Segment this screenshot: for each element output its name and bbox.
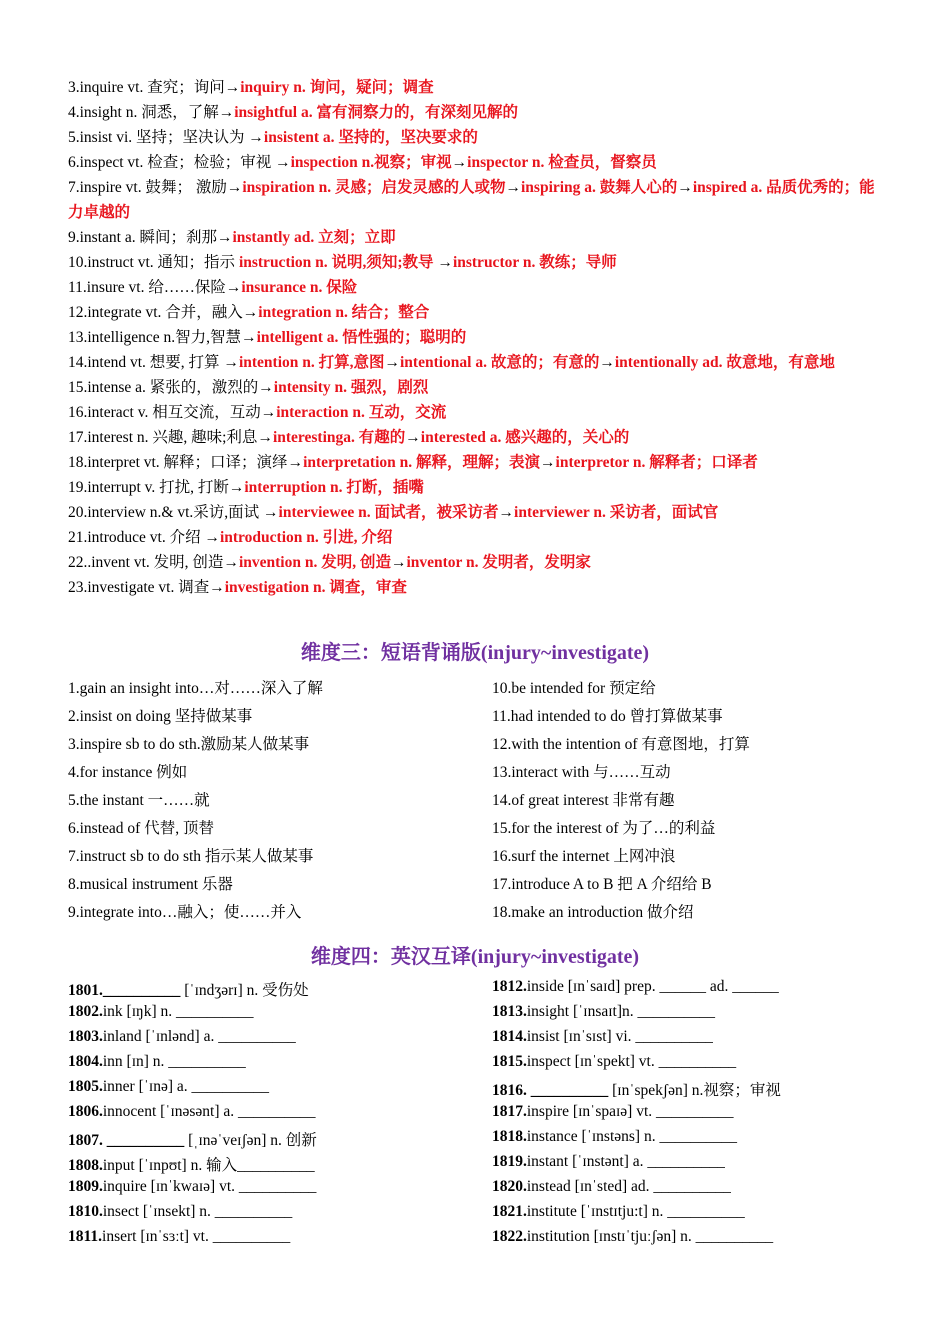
exercise-number: 1809. [68, 1178, 103, 1195]
arrow-icon: → [218, 104, 235, 121]
exercise-item [68, 1128, 492, 1153]
word-entry [68, 425, 883, 450]
exercise-text: inner [ˈɪnə] a. __________ [102, 1078, 270, 1095]
arrow-icon: → [209, 579, 225, 596]
word-entry [68, 525, 883, 550]
phrase-item: 14.of great interest 非常有趣 [492, 792, 675, 809]
exercise-text: ink [ɪŋk] n. __________ [102, 1003, 254, 1020]
exercise-number: 1808. [68, 1157, 103, 1174]
arrow-icon: → [258, 379, 274, 396]
phrase-item: 8.musical instrument 乐器 [68, 876, 233, 893]
exercise-number: 1821. [492, 1203, 527, 1220]
exercise-text: instead [ɪnˈsted] ad. __________ [526, 1178, 731, 1195]
phrase-item: 7.instruct sb to do sth 指示某人做某事 [68, 848, 314, 865]
arrow-icon: → [242, 304, 259, 321]
exercise-text: inside [ɪnˈsaɪd] prep. ______ ad. ______ [526, 978, 779, 995]
exercise-item [492, 1053, 898, 1078]
arrow-icon: → [405, 429, 421, 446]
headword: 11.insure vt. 给……保险 [68, 279, 226, 296]
exercise-item [492, 1128, 898, 1153]
exercise-text: [ˈɪndʒərɪ] n. 受伤处 [180, 982, 309, 999]
exercise-number: 1818. [492, 1128, 527, 1145]
word-entry [68, 400, 883, 425]
exercise-number: 1812. [492, 978, 527, 995]
arrow-icon: → [384, 354, 400, 371]
answer-blank: __________ [102, 1132, 185, 1149]
arrow-icon: → [498, 504, 515, 521]
arrow-icon: → [257, 429, 273, 446]
answer-blank: __________ [526, 1082, 609, 1099]
phrase-item: 13.interact with 与……互动 [492, 764, 671, 781]
exercise-text: inquire [ɪnˈkwaɪə] vt. __________ [102, 1178, 317, 1195]
headword: 13.intelligence n.智力,智慧 [68, 329, 242, 346]
headword: 9.instant a. 瞬间；刹那 [68, 229, 217, 246]
phrase-item: 15.for the interest of 为了…的利益 [492, 820, 716, 837]
exercise-item [68, 1228, 492, 1253]
exercise-text: inn [ɪn] n. __________ [102, 1053, 246, 1070]
exercise-text: inland [ˈɪnlənd] a. __________ [102, 1028, 296, 1045]
word-entry [68, 450, 883, 475]
derived-word: inspired a. 品质优秀的；能力卓越的 [68, 179, 875, 221]
word-entry [68, 175, 883, 225]
derived-word: inventor n. 发明者，发明家 [406, 554, 591, 571]
derived-word: interviewer n. 采访者，面试官 [514, 504, 719, 521]
exercise-text: insect [ˈɪnsekt] n. __________ [102, 1203, 293, 1220]
derived-word: interruption n. 打断，插嘴 [244, 479, 424, 496]
derived-word: intentional a. 故意的；有意的 [400, 354, 600, 371]
exercise-number: 1815. [492, 1053, 527, 1070]
exercise-text: inspect [ɪnˈspekt] vt. __________ [526, 1053, 737, 1070]
headword: 16.interact v. 相互交流，互动 [68, 404, 261, 421]
derived-word: integration n. 结合；整合 [258, 304, 430, 321]
derived-word: instructor n. 教练；导师 [452, 254, 617, 271]
headword: 21.introduce vt. 介绍 [68, 529, 205, 546]
phrase-item: 9.integrate into…融入；使……并入 [68, 904, 302, 921]
exercise-item [492, 1153, 898, 1178]
word-entry [68, 275, 883, 300]
headword: 19.interrupt v. 打扰, 打断 [68, 479, 229, 496]
exercise-text: institution [ɪnstɪˈtjuːʃən] n. __________ [526, 1228, 774, 1245]
headword: 22..invent vt. 发明, 创造 [68, 554, 224, 571]
phrase-item: 18.make an introduction 做介绍 [492, 904, 694, 921]
arrow-icon: → [275, 154, 291, 171]
headword: 5.insist vi. 坚持；坚决认为 [68, 129, 249, 146]
derived-word: inquiry n. 询问，疑问；调查 [240, 79, 434, 96]
word-entry [68, 550, 883, 575]
arrow-icon: → [390, 554, 407, 571]
exercise-item [68, 1053, 492, 1078]
headword: 4.insight n. 洞悉，了解 [68, 104, 219, 121]
arrow-icon: → [540, 454, 556, 471]
exercise-number: 1816. [492, 1082, 527, 1099]
derived-word: insurance n. 保险 [241, 279, 358, 296]
headword: 6.inspect vt. 检查；检验；审视 [68, 154, 276, 171]
derived-word: investigation n. 调查，审查 [224, 579, 407, 596]
answer-blank: __________ [102, 982, 181, 999]
exercise-number: 1803. [68, 1028, 103, 1045]
exercise-item [68, 1003, 492, 1028]
exercise-item [68, 978, 492, 1003]
exercise-number: 1813. [492, 1003, 527, 1020]
exercise-item [492, 1028, 898, 1053]
arrow-icon: → [437, 254, 453, 271]
word-entry [68, 350, 883, 375]
arrow-icon: → [505, 179, 521, 196]
derived-word: invention n. 发明, 创造 [238, 554, 391, 571]
exercise-number: 1820. [492, 1178, 527, 1195]
phrase-grid [68, 676, 898, 928]
exercise-text: innocent [ˈɪnəsənt] a. __________ [102, 1103, 316, 1120]
headword: 17.interest n. 兴趣, 趣味;利息 [68, 429, 258, 446]
exercise-item [492, 1203, 898, 1228]
arrow-icon: → [263, 504, 279, 521]
derived-word: intentionally ad. 故意地，有意地 [614, 354, 835, 371]
word-entry [68, 575, 883, 600]
arrow-icon: → [225, 279, 242, 296]
exercise-item [492, 1003, 898, 1028]
derived-word: insightful a. 富有洞察力的，有深刻见解的 [234, 104, 518, 121]
arrow-icon: → [287, 454, 304, 471]
arrow-icon: → [216, 229, 233, 246]
exercise-item [492, 1228, 898, 1253]
phrase-item: 6.instead of 代替, 顶替 [68, 820, 214, 837]
exercise-item [68, 1103, 492, 1128]
exercise-item [68, 1153, 492, 1178]
headword: 10.instruct vt. 通知；指示 [68, 254, 239, 271]
arrow-icon: → [677, 179, 693, 196]
exercise-text: instance [ˈɪnstəns] n. __________ [526, 1128, 737, 1145]
exercise-item [68, 1178, 492, 1203]
exercise-text: insight [ˈɪnsaɪt]n. __________ [526, 1003, 716, 1020]
exercise-number: 1814. [492, 1028, 527, 1045]
derived-word: interested a. 感兴趣的，关心的 [420, 429, 630, 446]
derived-word: inspiring a. 鼓舞人心的 [520, 179, 678, 196]
exercise-text: insist [ɪnˈsɪst] vi. __________ [526, 1028, 713, 1045]
exercise-text: [ɪnˈspekʃən] n.视察；审视 [608, 1082, 781, 1099]
exercise-text: institute [ˈɪnstɪtju:t] n. __________ [526, 1203, 745, 1220]
exercise-item [492, 1178, 898, 1203]
arrow-icon: → [204, 529, 220, 546]
exercise-number: 1806. [68, 1103, 103, 1120]
exercise-number: 1807. [68, 1132, 103, 1149]
derived-word: interpretation n. 解释，理解；表演 [303, 454, 541, 471]
phrase-item: 10.be intended for 预定给 [492, 680, 656, 697]
phrase-item: 3.inspire sb to do sth.激励某人做某事 [68, 736, 310, 753]
exercise-text: input [ˈɪnpʊt] n. 输入__________ [102, 1157, 315, 1174]
derived-word: instantly ad. 立刻；立即 [232, 229, 396, 246]
phrase-item: 17.introduce A to B 把 A 介绍给 B [492, 876, 712, 893]
section-heading-phrases: 维度三：短语背诵版(injury~investigate) [300, 642, 650, 664]
phrase-item: 5.the instant 一……就 [68, 792, 210, 809]
exercise-item [68, 1028, 492, 1053]
derived-word: inspector n. 检查员，督察员 [467, 154, 657, 171]
exercise-text: [ˌɪnəˈveɪʃən] n. 创新 [184, 1132, 317, 1149]
translation-exercise-grid [68, 978, 898, 1253]
exercise-text: instant [ˈɪnstənt] a. __________ [526, 1153, 725, 1170]
word-entry [68, 250, 883, 275]
phrase-item: 4.for instance 例如 [68, 764, 188, 781]
word-entry [68, 500, 883, 525]
exercise-text: insert [ɪnˈsɜːt] vt. __________ [102, 1228, 291, 1245]
exercise-item [492, 1103, 898, 1128]
derived-word: instruction n. 说明,须知;教导 [238, 254, 438, 271]
phrase-item: 12.with the intention of 有意图地，打算 [492, 736, 750, 753]
word-entry [68, 225, 883, 250]
word-entry [68, 125, 883, 150]
exercise-number: 1811. [68, 1228, 103, 1245]
exercise-number: 1817. [492, 1103, 527, 1120]
exercise-item [492, 978, 898, 1003]
word-entry [68, 75, 883, 100]
exercise-number: 1805. [68, 1078, 103, 1095]
section-heading-translation: 维度四：英汉互译(injury~investigate) [310, 946, 640, 968]
headword: 3.inquire vt. 查究；询问 [68, 79, 225, 96]
word-derivation-list [68, 75, 883, 600]
arrow-icon: → [451, 154, 468, 171]
word-entry [68, 375, 883, 400]
word-entry [68, 100, 883, 125]
arrow-icon: → [226, 179, 243, 196]
exercise-number: 1819. [492, 1153, 527, 1170]
headword: 7.inspire vt. 鼓舞； 激励 [68, 179, 227, 196]
derived-word: insistent a. 坚持的，坚决要求的 [263, 129, 478, 146]
arrow-icon: → [599, 354, 615, 371]
derived-word: interestinga. 有趣的 [272, 429, 406, 446]
exercise-item [68, 1078, 492, 1103]
word-entry [68, 300, 883, 325]
exercise-number: 1804. [68, 1053, 103, 1070]
exercise-number: 1822. [492, 1228, 527, 1245]
headword: 23.investigate vt. 调查 [68, 579, 210, 596]
exercise-number: 1802. [68, 1003, 103, 1020]
exercise-number: 1801. [68, 982, 103, 999]
phrase-item: 16.surf the internet 上网冲浪 [492, 848, 676, 865]
derived-word: intensity n. 强烈，剧烈 [273, 379, 429, 396]
phrase-item: 2.insist on doing 坚持做某事 [68, 708, 253, 725]
headword: 14.intend vt. 想要, 打算 [68, 354, 224, 371]
derived-word: interpretor n. 解释者；口译者 [555, 454, 758, 471]
derived-word: intelligent a. 悟性强的；聪明的 [256, 329, 467, 346]
arrow-icon: → [223, 554, 239, 571]
exercise-item [492, 1078, 898, 1103]
exercise-number: 1810. [68, 1203, 103, 1220]
derived-word: intention n. 打算,意图 [238, 354, 385, 371]
arrow-icon: → [223, 354, 239, 371]
arrow-icon: → [224, 79, 241, 96]
derived-word: interviewee n. 面试者，被采访者 [278, 504, 499, 521]
derived-word: inspiration n. 灵感；启发灵感的人或物 [242, 179, 506, 196]
headword: 18.interpret vt. 解释；口译；演绎 [68, 454, 288, 471]
arrow-icon: → [228, 479, 245, 496]
derived-word: introduction n. 引进, 介绍 [219, 529, 393, 546]
arrow-icon: → [260, 404, 277, 421]
phrase-item: 1.gain an insight into…对……深入了解 [68, 680, 323, 697]
word-entry [68, 150, 883, 175]
word-entry [68, 475, 883, 500]
phrase-item: 11.had intended to do 曾打算做某事 [492, 708, 723, 725]
exercise-text: inspire [ɪnˈspaɪə] vt. __________ [526, 1103, 734, 1120]
derived-word: inspection n.视察；审视 [290, 154, 452, 171]
headword: 12.integrate vt. 合并，融入 [68, 304, 243, 321]
headword: 15.intense a. 紧张的，激烈的 [68, 379, 259, 396]
arrow-icon: → [241, 329, 257, 346]
word-entry [68, 325, 883, 350]
arrow-icon: → [248, 129, 264, 146]
exercise-item [68, 1203, 492, 1228]
derived-word: interaction n. 互动，交流 [276, 404, 447, 421]
headword: 20.interview n.& vt.采访,面试 [68, 504, 264, 521]
